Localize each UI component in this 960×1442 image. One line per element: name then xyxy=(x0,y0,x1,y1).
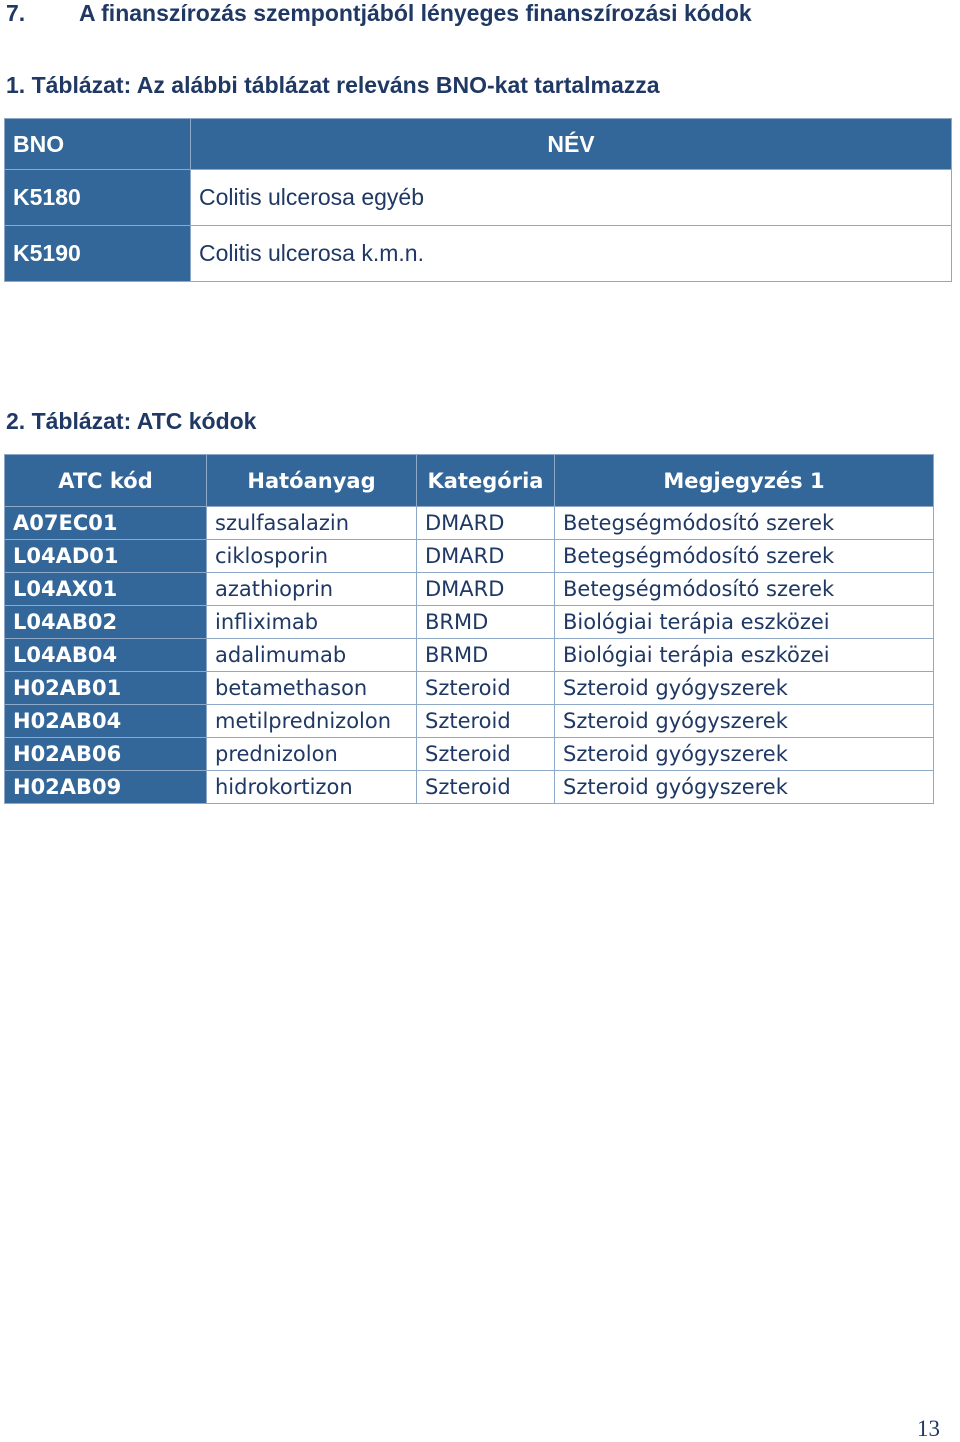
note: Biológiai terápia eszközei xyxy=(555,639,934,672)
header-atc-code: ATC kód xyxy=(5,455,207,507)
category: Szteroid xyxy=(417,738,555,771)
atc-code: L04AD01 xyxy=(5,540,207,573)
table-row xyxy=(5,771,934,804)
category: DMARD xyxy=(417,573,555,606)
active-ingredient: betamethason xyxy=(207,672,417,705)
note: Betegségmódosító szerek xyxy=(555,540,934,573)
atc-table xyxy=(4,454,934,804)
header-category: Kategória xyxy=(417,455,555,507)
atc-code: H02AB09 xyxy=(5,771,207,804)
note: Szteroid gyógyszerek xyxy=(555,672,934,705)
atc-code: A07EC01 xyxy=(5,507,207,540)
atc-code: L04AB04 xyxy=(5,639,207,672)
note: Biológiai terápia eszközei xyxy=(555,606,934,639)
note: Betegségmódosító szerek xyxy=(555,507,934,540)
atc-code: H02AB01 xyxy=(5,672,207,705)
note: Szteroid gyógyszerek xyxy=(555,705,934,738)
table-row xyxy=(5,507,934,540)
bno-name: Colitis ulcerosa k.m.n. xyxy=(191,226,952,282)
active-ingredient: prednizolon xyxy=(207,738,417,771)
bno-name: Colitis ulcerosa egyéb xyxy=(191,170,952,226)
table-row xyxy=(5,606,934,639)
category: Szteroid xyxy=(417,672,555,705)
section-title: A finanszírozás szempontjából lényeges finanszírozási kódok xyxy=(79,0,752,26)
table-row xyxy=(5,738,934,771)
active-ingredient: azathioprin xyxy=(207,573,417,606)
note: Szteroid gyógyszerek xyxy=(555,738,934,771)
category: Szteroid xyxy=(417,705,555,738)
note: Betegségmódosító szerek xyxy=(555,573,934,606)
bno-code: K5190 xyxy=(5,226,191,282)
table-row xyxy=(5,170,952,226)
category: DMARD xyxy=(417,540,555,573)
note: Szteroid gyógyszerek xyxy=(555,771,934,804)
category: DMARD xyxy=(417,507,555,540)
header-name: NÉV xyxy=(191,119,952,170)
atc-code: H02AB04 xyxy=(5,705,207,738)
atc-table-header xyxy=(5,455,934,507)
active-ingredient: szulfasalazin xyxy=(207,507,417,540)
header-active-ingredient: Hatóanyag xyxy=(207,455,417,507)
table-row xyxy=(5,672,934,705)
page-number: 13 xyxy=(917,1416,940,1441)
category: BRMD xyxy=(417,639,555,672)
active-ingredient: hidrokortizon xyxy=(207,771,417,804)
table2-caption: 2. Táblázat: ATC kódok xyxy=(6,408,257,434)
bno-table-header xyxy=(5,119,952,170)
atc-code: H02AB06 xyxy=(5,738,207,771)
table-row xyxy=(5,540,934,573)
section-number: 7. xyxy=(6,0,26,26)
active-ingredient: ciklosporin xyxy=(207,540,417,573)
active-ingredient: metilprednizolon xyxy=(207,705,417,738)
bno-code: K5180 xyxy=(5,170,191,226)
table-row xyxy=(5,639,934,672)
header-bno: BNO xyxy=(5,119,191,170)
active-ingredient: adalimumab xyxy=(207,639,417,672)
table1-caption: 1. Táblázat: Az alábbi táblázat releváns BNO-kat tartalmazza xyxy=(6,72,660,98)
header-note: Megjegyzés 1 xyxy=(555,455,934,507)
category: BRMD xyxy=(417,606,555,639)
table-row xyxy=(5,573,934,606)
bno-table xyxy=(4,118,952,282)
active-ingredient: infliximab xyxy=(207,606,417,639)
table-row xyxy=(5,705,934,738)
section-heading xyxy=(6,0,752,27)
table-row xyxy=(5,226,952,282)
category: Szteroid xyxy=(417,771,555,804)
atc-code: L04AX01 xyxy=(5,573,207,606)
atc-code: L04AB02 xyxy=(5,606,207,639)
